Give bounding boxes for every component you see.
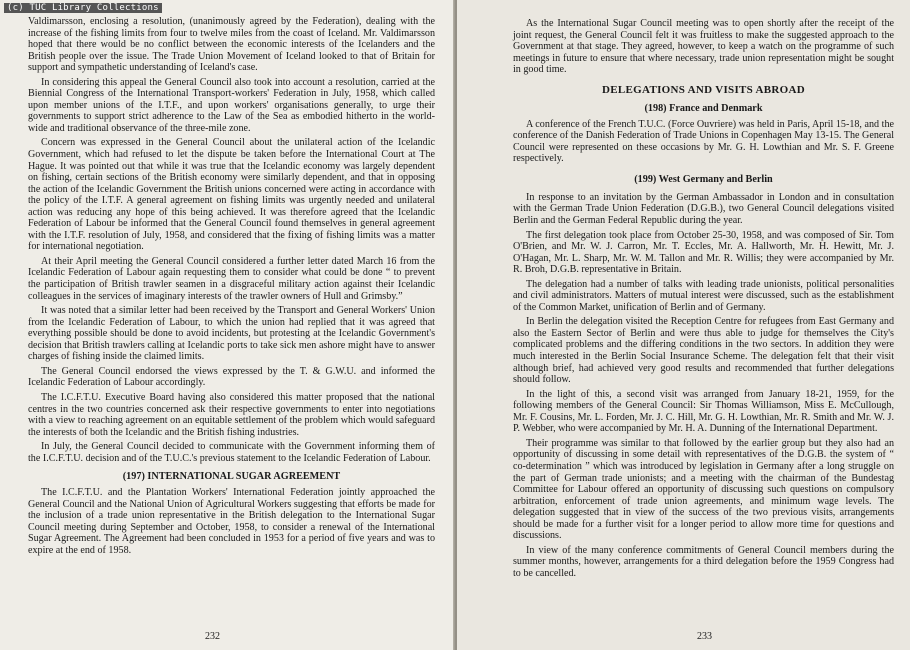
paragraph: In considering this appeal the General Council also took into account a resolution, carried at the Biennial Congress of the International Transport-workers' Federation in July, 1958, which called upon member unions of the I.T.F., and upon workers' organisations generally, to urge their governments to support strict adherence to the Law of the Sea as embodied hitherto in the world-wide and traditional observance of the three-mile zone. bbox=[28, 76, 435, 134]
collection-watermark: (c) TUC Library Collections bbox=[4, 3, 162, 13]
paragraph: In response to an invitation by the German Ambassador in London and in consultation with the German Trade Union Federation (D.G.B.), two General Council delegations visited Berlin and the German Federal Republic during the year. bbox=[513, 191, 894, 227]
paragraph: In Berlin the delegation visited the Reception Centre for refugees from East Germany and also the Eastern Sector of Berlin and were thus able to judge for themselves the City's complicated problems and the differing conditions in the two sectors. In addition they were much interested in the Berlin Social Insurance Scheme. The delegation felt that their visit although brief, had achieved very good results and recommended that further delegations should follow. bbox=[513, 316, 894, 386]
paragraph: In view of the many conference commitments of General Council members during the summer months, however, arrangements for a third delegation before the 1959 Congress had to be cancelled. bbox=[513, 544, 894, 579]
paragraph: Their programme was similar to that followed by the earlier group but they also had an opportunity of discussing in some detail with representatives of the D.G.B. the system of “ co-determination ” which was introduced by legislation in Germany after a long struggle on the part of German trade unionists; and a meeting with the chairman of the Bundestag Committee for Labour offered an opportunity of discussing such questions on compulsory arbitration, enforcement of trade union agreements, and minimum wage levels. The delegation suggested that in view of the success of the two previous visits, arrangements should be made for a further visit for a longer period to allow more time for questions and discussions. bbox=[513, 437, 894, 542]
paragraph: Valdimarsson, enclosing a resolution, (unanimously agreed by the Federation), dealing with the increase of the fishing limits from four to twelve miles from the coast of Iceland. Mr. Valdimarsson hoped that there would be no conflict between the economic interests of the Icelanders and the British people over the issue. The Trade Union Movement of Iceland looked to that of Britain for support and sympathetic understanding of Iceland's case. bbox=[28, 16, 435, 74]
paragraph: In the light of this, a second visit was arranged from January 18-21, 1959, for the following members of the General Council: Sir Thomas Williamson, Miss E. McCullough, Mr. F. Cousins, Mr. L. Forden, Mr. J. C. Hill, Mr. G. H. Lowthian, Mr. R. Smith and Mr. W. J. P. Webber, who were accompanied by Mr. H. A. Dunning of the International Department. bbox=[513, 388, 894, 435]
page-number: 233 bbox=[697, 631, 712, 642]
paragraph: The first delegation took place from October 25-30, 1958, and was composed of Sir. Tom O'Brien, and Mr. W. J. Carron, Mr. T. Eccles, Mr. A. Hallworth, Mr. H. Hewitt, Mr. J. O'Hagan, Mr. L. Sharp, Mr. W. M. Tallon and Mr. R. Willis; they were accompanied by Mr. R. Broh, D.G.B. representative in Britain. bbox=[513, 229, 894, 276]
right-page bbox=[457, 0, 910, 650]
paragraph: The I.C.F.T.U. Executive Board having also considered this matter proposed that the national centres in the two countries concerned ask their respective governments to enter into negotiations with a view to reaching agreement on an equitable settlement of the problem which would safeguard the interests of both the Icelandic and the British fishing industries. bbox=[28, 391, 435, 438]
subsection-heading: (199) West Germany and Berlin bbox=[634, 173, 773, 185]
paragraph: The delegation had a number of talks with leading trade unionists, political personalities and civil administrators. Matters of mutual interest were discussed, such as the establishment of the Common Market, unification of Berlin and of Germany. bbox=[513, 278, 894, 313]
paragraph: At their April meeting the General Council considered a further letter dated March 16 from the Icelandic Federation of Labour again requesting them to consider what could be done “ to prevent the participation of British trawler seamen in a disgraceful military action against their Icelandic colleagues in the services of imaginary interests of the trawler owners of Hull and Grimsby.” bbox=[28, 255, 435, 302]
main-heading: DELEGATIONS AND VISITS ABROAD bbox=[602, 83, 805, 96]
paragraph: In July, the General Council decided to communicate with the Government informing them of the I.C.F.T.U. decision and of the T.U.C.'s previous statement to the Icelandic Federation of Labour. bbox=[28, 441, 435, 464]
subsection-heading: (198) France and Denmark bbox=[644, 102, 763, 114]
paragraph: A conference of the French T.U.C. (Force Ouvriere) was held in Paris, April 15-18, and the conference of the Danish Federation of Trade Unions in Copenhagen May 13-15. The General Council were represented on these occasions by Mr. G. H. Lowthian and Mr. S. F. Greene respectively. bbox=[513, 118, 894, 165]
section-heading: (197) INTERNATIONAL SUGAR AGREEMENT bbox=[122, 471, 341, 483]
paragraph: The I.C.F.T.U. and the Plantation Workers' International Federation jointly approached the General Council and the National Union of Agricultural Workers suggesting that efforts be made for the inclusion of a trade union representative in the British delegation to the International Sugar Council meeting during September and October, 1958, to consider a renewal of the International Sugar Agreement. The Agreement had been concluded in 1953 for a period of five years and was to expire at the end of 1958. bbox=[28, 487, 435, 556]
paragraph: The General Council endorsed the views expressed by the T. & G.W.U. and informed the Icelandic Federation of Labour accordingly. bbox=[28, 365, 435, 389]
page-number: 232 bbox=[205, 631, 220, 642]
paragraph: As the International Sugar Council meeting was to open shortly after the receipt of the joint request, the General Council felt it was fruitless to make the suggested approach to the Government at that stage. They agreed, however, to keep a watch on the programme of such meetings in future to ensure that where necessary, trade union representation might be sought in good time. bbox=[513, 18, 894, 76]
paragraph: It was noted that a similar letter had been received by the Transport and General Workers' Union from the Icelandic Federation of Labour, to which the union had replied that it was agreed that everything possible should be done to avoid incidents, but protesting at the Icelandic Government's decision that British trawlers calling at Icelandic ports to take sick men ashore might have to answer charges of fishing inside the claimed limits. bbox=[28, 305, 435, 363]
paragraph: Concern was expressed in the General Council about the unilateral action of the Icelandic Government, which had refused to let the dispute be taken before the International Court at The Hague. It was pointed out that while it was true that the Icelandic economy was largely dependent on fishing, certain sections of the British economy were similarly dependent, and that in opposing the action of the Icelandic Government the British unions concerned were acting in accordance with the policy of the I.T.F. A general agreement on fishing limits was urgently needed and unilateral action was reducing any hope of this being achieved. It was therefore agreed that the Icelandic Federation of Labour be informed that the General Council found themselves in general agreement with the I.T.F. resolution of July, 1958, and considered that the fixing of fishing limits was a matter for international negotiation. bbox=[28, 137, 435, 253]
